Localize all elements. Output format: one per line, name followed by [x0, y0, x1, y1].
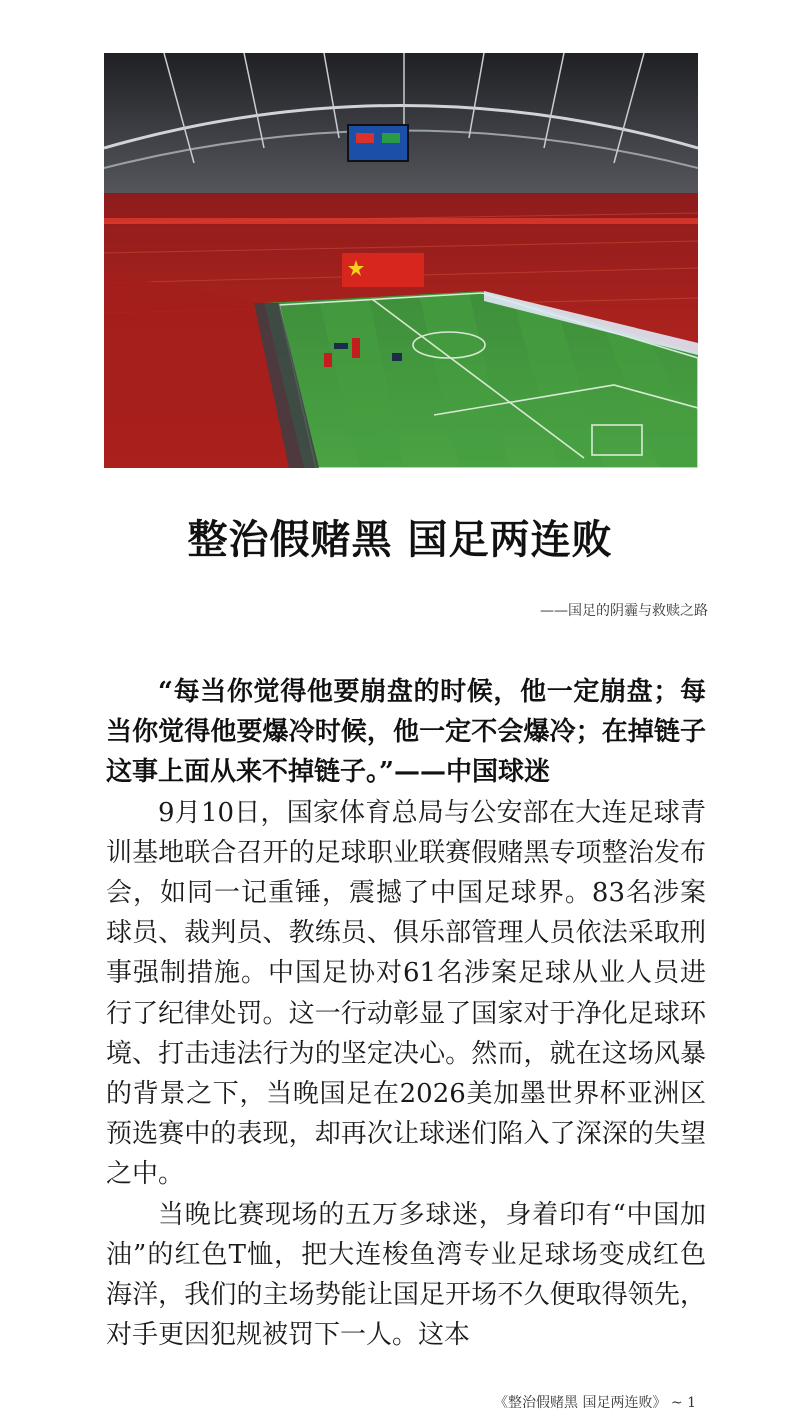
article-body — [106, 672, 706, 1355]
page-footer: 《整治假赌黑 国足两连败》 ~ 1 — [494, 1395, 696, 1411]
paragraph: 当晚比赛现场的五万多球迷，身着印有“中国加油”的红色T恤，把大连梭鱼湾专业足球场变成红色海洋，我们的主场势能让国足开场不久便取得领先，对手更因犯规被罚下一人。这本 — [106, 1199, 706, 1351]
article-title: 整治假赌黑 国足两连败 — [187, 517, 613, 563]
opening-quote: “每当你觉得他要崩盘的时候，他一定崩盘；每当你觉得他要爆冷时候，他一定不会爆冷；在掉链子这事上面从来不掉链子。”——中国球迷 — [106, 677, 706, 788]
article-subtitle: ——国足的阴霾与救赎之路 — [540, 603, 708, 619]
paragraph: 9月10日，国家体育总局与公安部在大连足球青训基地联合召开的足球职业联赛假赌黑专项整治发布会，如同一记重锤，震撼了中国足球界。83名涉案球员、裁判员、教练员、俱乐部管理人员依法采取刑事强制措施。中国足协对61名涉案足球从业人员进行了纪律处罚。这一行动彰显了国家对于净化足球环境、打击违法行为的坚定决心。然而，就在这场风暴的背景之下，当晚国足在2026美加墨世界杯亚洲区预选赛中的表现，却再次让球迷们陷入了深深的失望之中。 — [106, 797, 706, 1190]
stadium-illustration — [104, 53, 698, 468]
stadium-photo — [104, 53, 698, 468]
